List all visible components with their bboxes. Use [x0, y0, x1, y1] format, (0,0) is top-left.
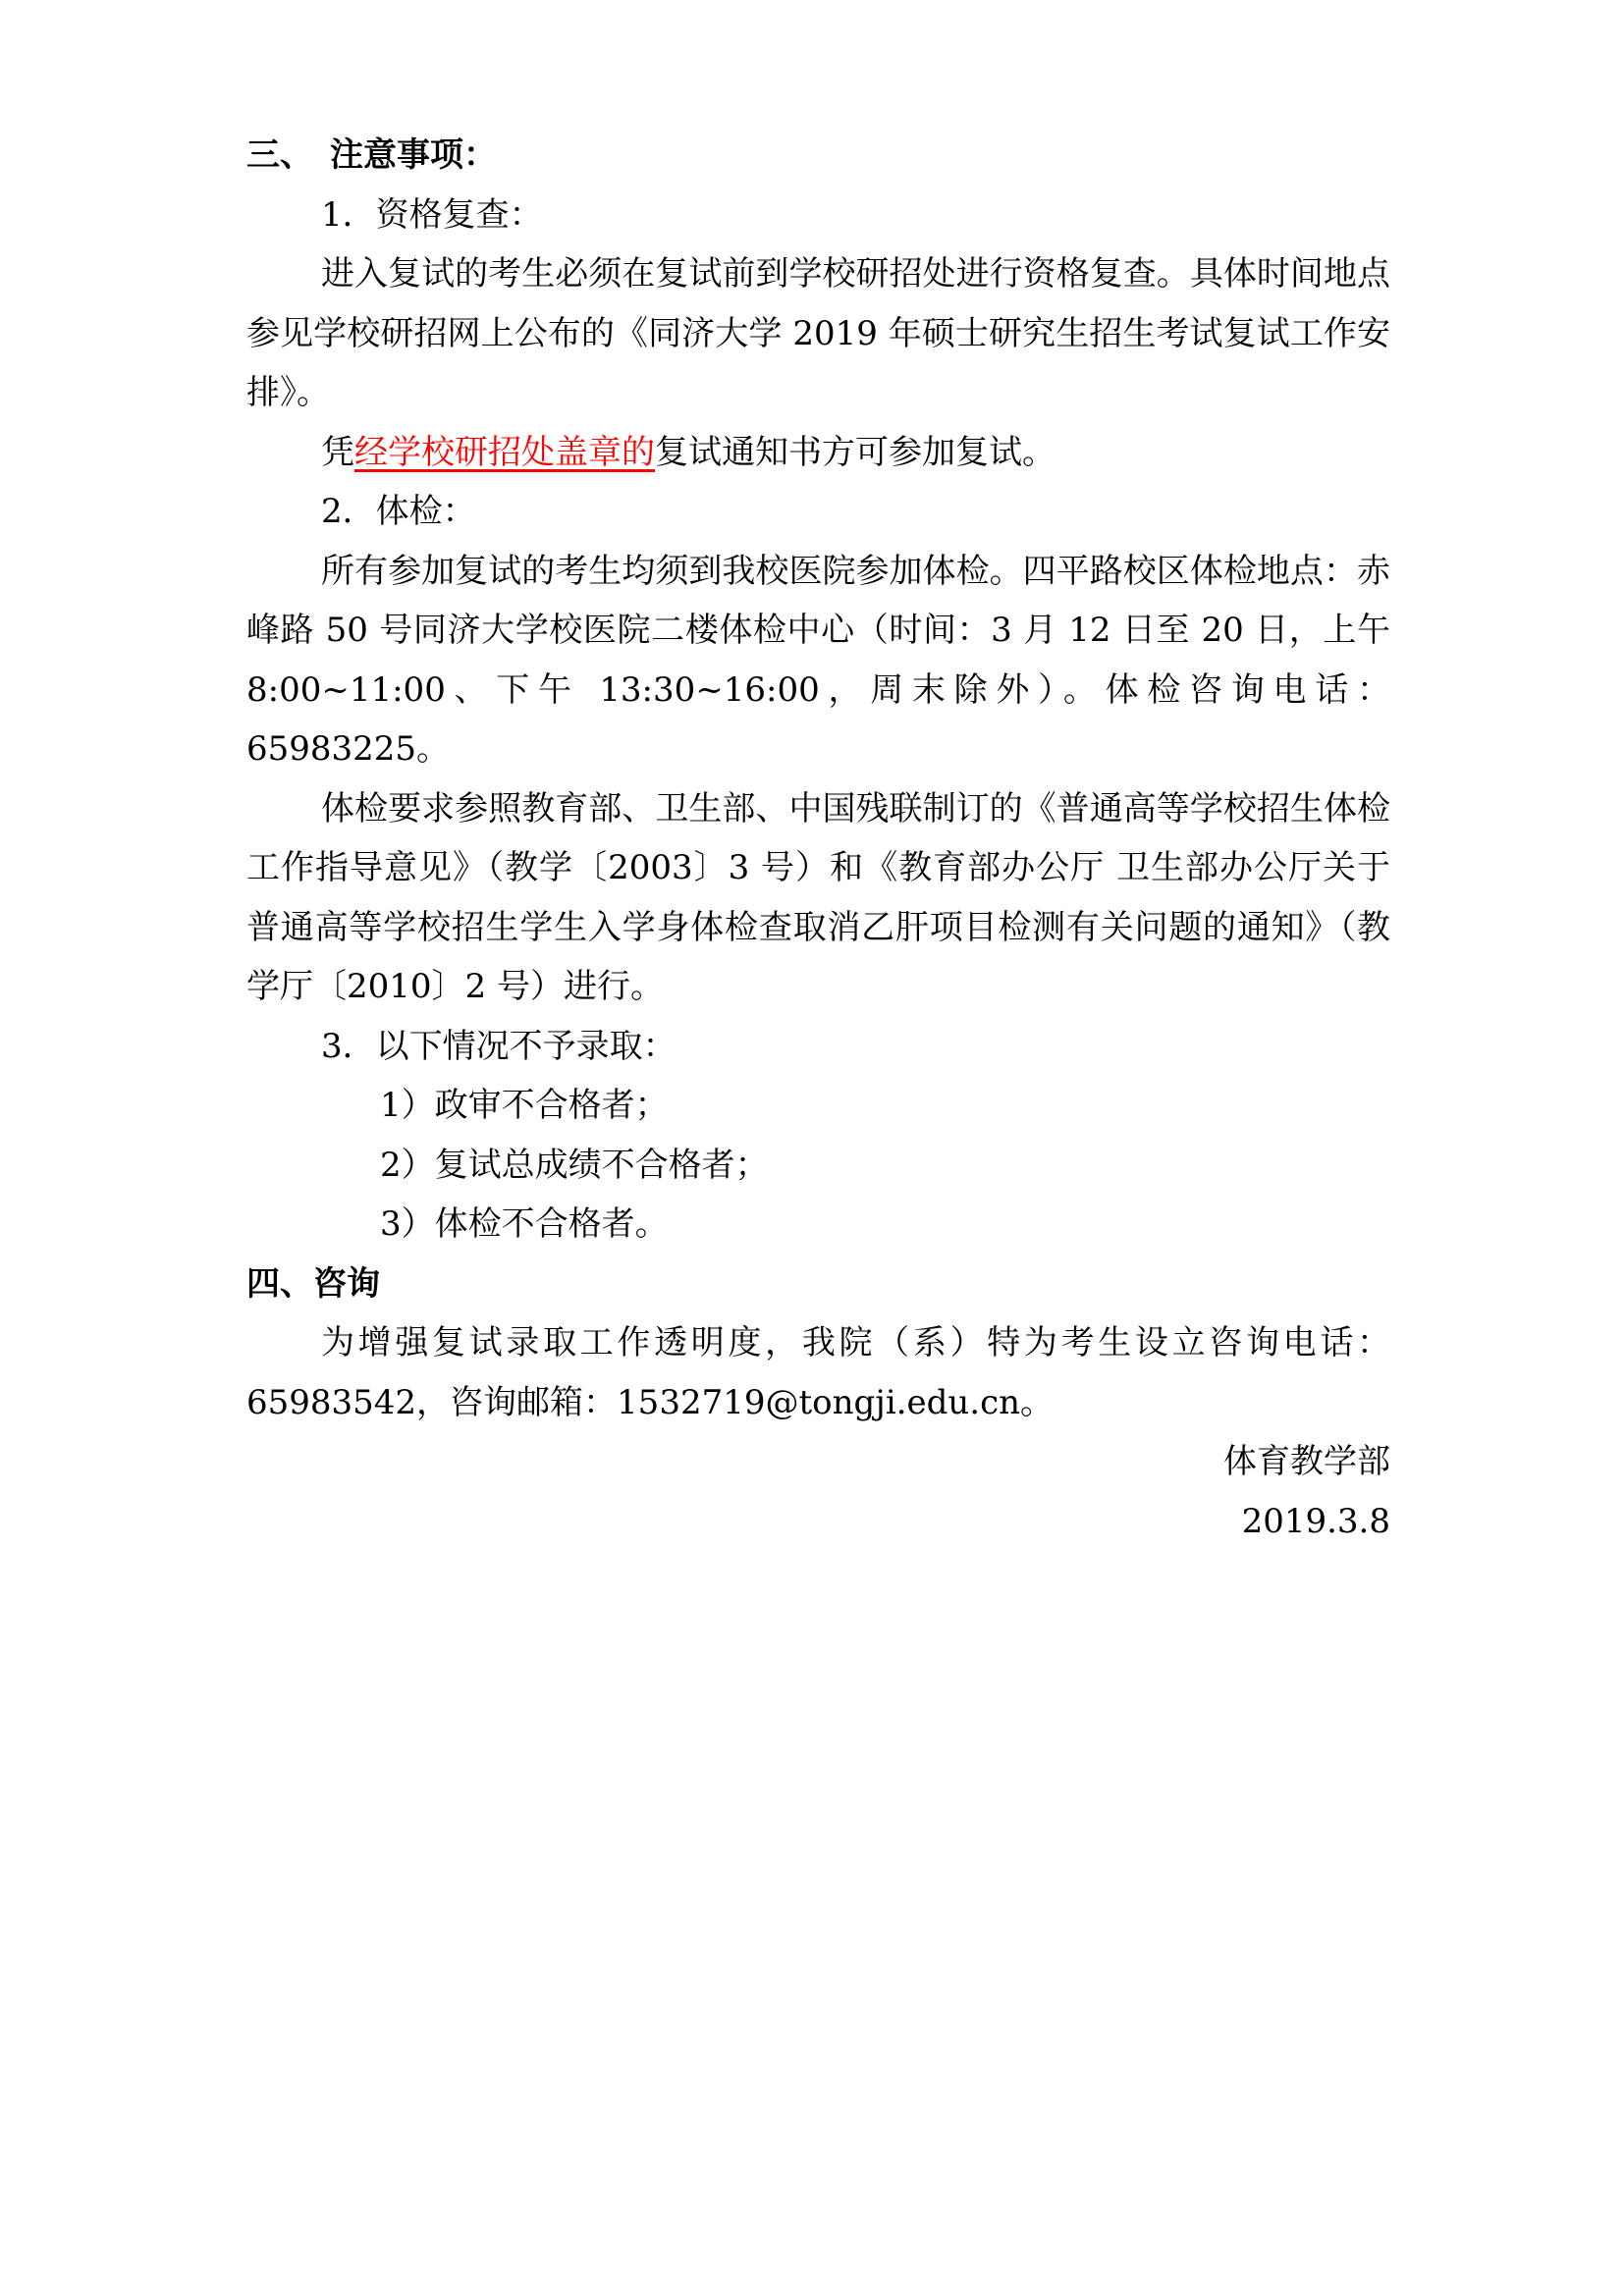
document-body — [246, 126, 1390, 1551]
item-1-paragraph: 进入复试的考生必须在复试前到学校研招处进行资格复查。具体时间地点参见学校研招网上公布的《同济大学 2019 年硕士研究生招生考试复试工作安排》。 — [246, 254, 1390, 412]
section-4-paragraph: 为增强复试录取工作透明度，我院（系）特为考生设立咨询电话：65983542，咨询邮箱：1532719@tongji.edu.cn。 — [246, 1323, 1390, 1422]
signature-date: 2019.3.8 — [1241, 1501, 1390, 1541]
item-2-paragraph-2: 体检要求参照教育部、卫生部、中国残联制订的《普通高等学校招生体检工作指导意见》（教学〔2003〕3 号）和《教育部办公厅 卫生部办公厅关于普通高等学校招生学生入学身体检查取消乙肝项目检测有关问题的通知》（教学厅〔2010〕2 号）进行。 — [246, 788, 1390, 1006]
section-4-heading: 四、咨询 — [246, 1263, 380, 1304]
notice-highlight: 经学校研招处盖章的 — [354, 432, 655, 472]
item-1-title: 1．资格复查： — [321, 194, 543, 235]
item-3-title: 3．以下情况不予录取： — [321, 1026, 677, 1066]
list-item: 2）复试总成绩不合格者； — [380, 1145, 769, 1185]
notice-suffix: 复试通知书方可参加复试。 — [655, 432, 1056, 472]
list-item: 1）政审不合格者； — [380, 1086, 669, 1125]
item-2-title: 2．体检： — [321, 492, 476, 531]
notice-prefix: 凭 — [321, 432, 354, 472]
notice-line — [246, 423, 1390, 483]
list-item: 3）体检不合格者。 — [380, 1204, 669, 1244]
item-2-paragraph-1: 所有参加复试的考生均须到我校医院参加体检。四平路校区体检地点：赤峰路 50 号同济大学校医院二楼体检中心（时间：3 月 12 日至 20 日，上午 8:00~11:00、下午 13:30~16:00，周末除外）。体检咨询电话：65983225。 — [246, 551, 1390, 769]
signature-department: 体育教学部 — [1223, 1442, 1390, 1481]
section-3-heading: 三、 注意事项： — [246, 135, 497, 175]
